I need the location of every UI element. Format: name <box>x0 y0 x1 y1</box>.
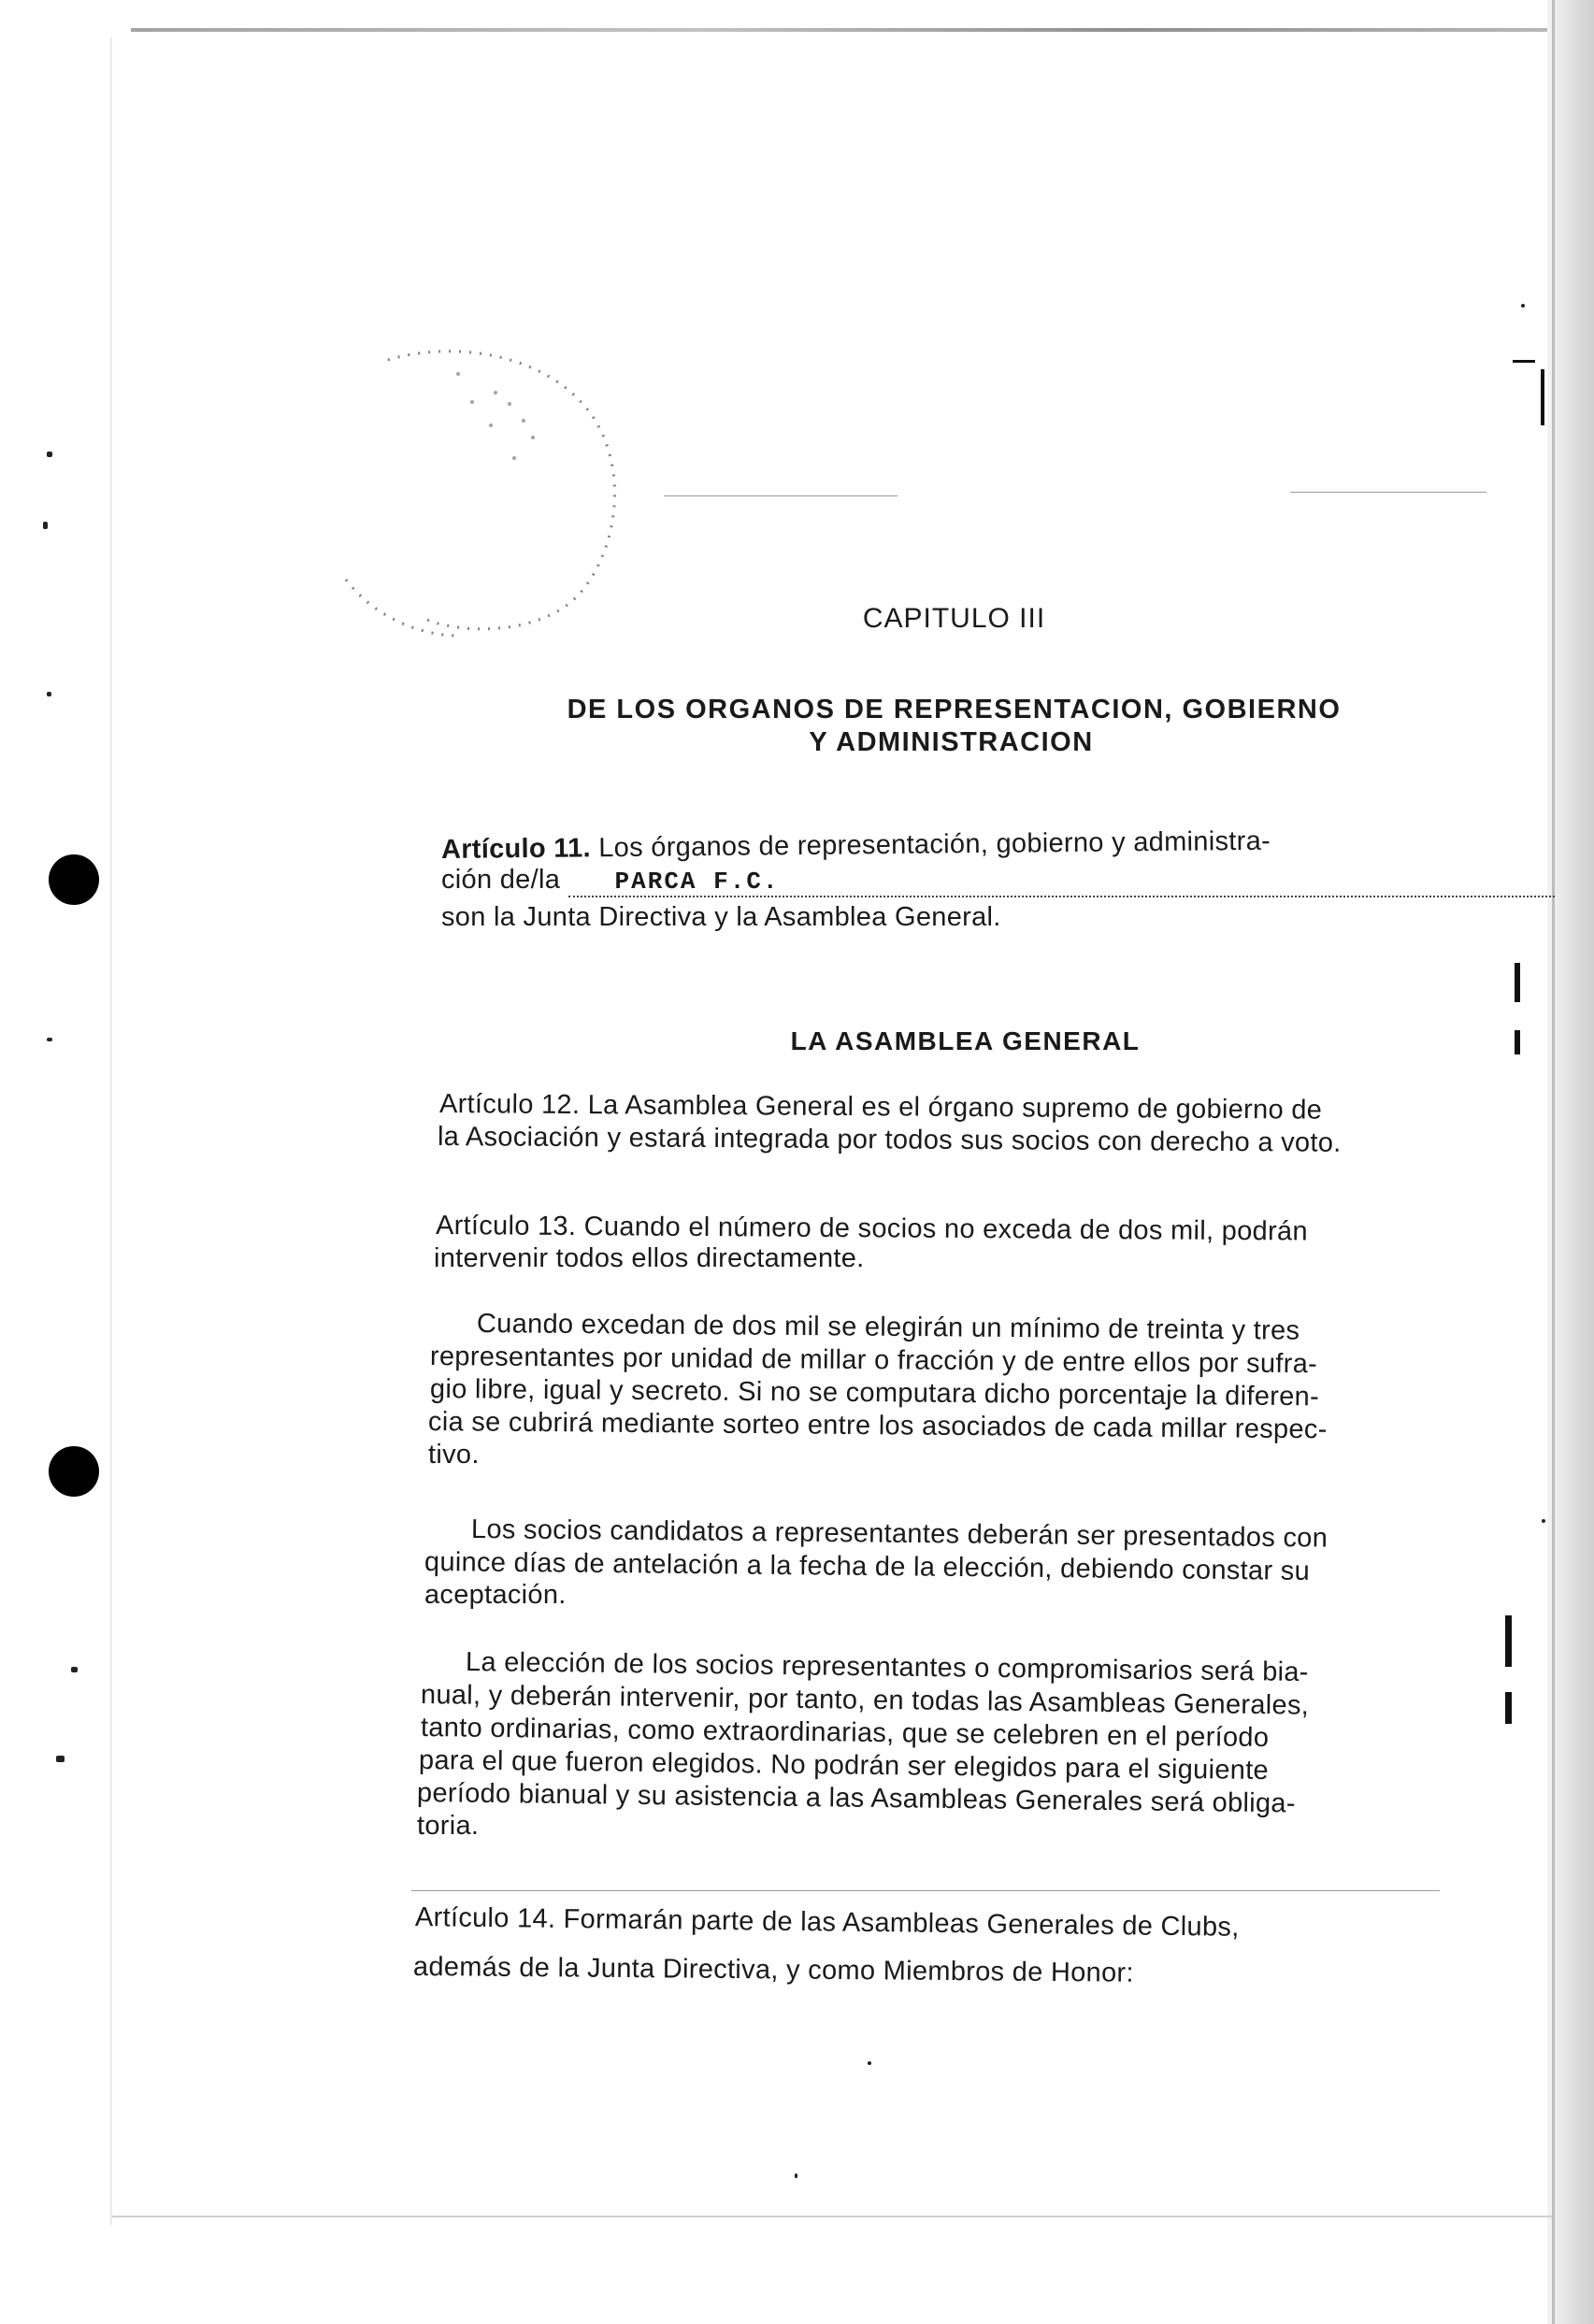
scan-speck <box>71 1667 78 1672</box>
art11-prefix: ción de/la <box>441 865 561 895</box>
art12-label: Artículo 12. <box>438 1089 581 1121</box>
art12-line-2: la Asociación y estará integrada por todos sus socios con derecho a voto. <box>437 1122 1342 1158</box>
scan-speck <box>47 692 51 696</box>
edge-mark <box>1505 1692 1512 1724</box>
para-c-line-4: para el que fueron elegidos. No podrán ser elegidos para el siguiente <box>418 1745 1270 1786</box>
art13-line-1 <box>436 1211 1308 1248</box>
art11-line-2 <box>441 865 1555 897</box>
scan-speck <box>56 1756 65 1762</box>
para-b-line-3: aceptación. <box>424 1580 567 1610</box>
page-top-edge <box>131 28 1552 32</box>
art11-club-name: PARCA F.C. <box>614 868 780 896</box>
edge-mark <box>1505 1615 1512 1667</box>
art11-label: Artículo 11. <box>440 833 592 865</box>
edge-mark <box>1541 369 1544 425</box>
para-a-line-5: tivo. <box>428 1440 480 1470</box>
art14-label: Artículo 14. <box>414 1902 556 1934</box>
page-bottom-edge <box>112 2216 1552 2217</box>
art14-line-2: además de la Junta Directiva, y como Miembros de Honor: <box>412 1952 1134 1988</box>
edge-mark <box>1513 360 1535 363</box>
chapter-title-line-2: Y ADMINISTRACION <box>809 727 1094 757</box>
scan-speck <box>47 452 52 457</box>
art11-line-1 <box>441 826 1271 866</box>
scan-speck <box>47 1038 52 1041</box>
art13-line-2: intervenir todos ellos directamente. <box>434 1243 865 1273</box>
para-c-line-3: tanto ordinarias, como extraordinarias, que se celebren en el período <box>420 1713 1270 1754</box>
art13-text-1: Cuando el número de socios no exceda de dos mil, podrán <box>583 1212 1308 1247</box>
page-right-edge-line <box>1552 0 1555 2324</box>
para-a-line-2: representantes por unidad de millar o fracción y de entre ellos por sufra- <box>429 1341 1318 1380</box>
page-left-fold <box>110 37 112 2225</box>
art11-club-field <box>568 865 1555 897</box>
para-a-line-4: cia se cubrirá mediante sorteo entre los asociados de cada millar respec- <box>427 1407 1328 1445</box>
chapter-title-line-1: DE LOS ORGANOS DE REPRESENTACION, GOBIERNO <box>567 695 1342 724</box>
para-a-line-1: Cuando excedan de dos mil se elegirán un mínimo de treinta y tres <box>476 1309 1300 1346</box>
punch-hole-top <box>49 854 99 905</box>
scan-speck <box>1521 304 1525 308</box>
edge-mark <box>1515 963 1520 1002</box>
section-heading: LA ASAMBLEA GENERAL <box>790 1026 1141 1055</box>
chapter-heading: CAPITULO III <box>862 603 1046 634</box>
para-b-line-2: quince días de antelación a la fecha de la elección, debiendo constar su <box>424 1547 1311 1586</box>
scan-speck <box>43 522 48 529</box>
punch-hole-bottom <box>49 1446 99 1497</box>
faded-circular-stamp <box>309 337 701 645</box>
art11-text-1: Los órganos de representación, gobierno y administra- <box>598 825 1271 864</box>
para-a-line-3: gio libre, igual y secreto. Si no se computara dicho porcentaje la diferen- <box>429 1374 1320 1413</box>
faint-rule <box>1290 492 1486 493</box>
para-c-line-5: período bianual y su asistencia a las Asambleas Generales será obliga- <box>416 1778 1297 1819</box>
art12-line-1 <box>439 1089 1322 1126</box>
para-c-line-2: nual, y deberán intervenir, por tanto, en todas las Asambleas Generales, <box>420 1680 1310 1721</box>
para-b-line-1: Los socios candidatos a representantes deberán ser presentados con <box>470 1514 1328 1554</box>
art14-line-1 <box>415 1902 1240 1944</box>
art12-text-1: La Asamblea General es el órgano supremo de gobierno de <box>587 1090 1323 1126</box>
art14-text-1: Formarán parte de las Asambleas Generales de Clubs, <box>563 1903 1240 1943</box>
art11-line-3: son la Junta Directiva y la Asamblea General. <box>441 902 1001 932</box>
para-c-line-1: La elección de los socios representantes o compromisarios será bia- <box>465 1647 1309 1688</box>
art13-label: Artículo 13. <box>435 1211 577 1242</box>
faint-rule <box>411 1890 1440 1891</box>
para-c-line-6: toria. <box>417 1811 480 1841</box>
scan-speck <box>1542 1519 1545 1523</box>
scan-speck <box>868 2061 871 2065</box>
scan-speck <box>795 2173 797 2178</box>
